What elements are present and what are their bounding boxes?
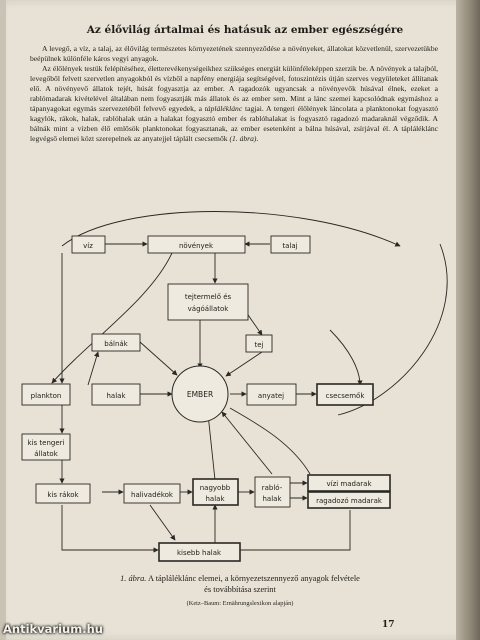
watermark: Antikvarium.hu bbox=[3, 622, 103, 636]
node-nagyobb-label-2: halak bbox=[205, 495, 225, 503]
node-talaj-label: talaj bbox=[282, 242, 298, 250]
node-tej-label: tej bbox=[254, 341, 264, 349]
arrow-balnak-ember bbox=[140, 342, 177, 375]
node-halivadekok bbox=[124, 484, 180, 503]
node-kis-rakok-label: kis rákok bbox=[47, 491, 79, 499]
node-plankton-label: plankton bbox=[30, 392, 62, 400]
node-csecsemok bbox=[317, 384, 373, 405]
node-anyatej-label: anyatej bbox=[257, 392, 285, 400]
node-viz bbox=[72, 236, 105, 253]
section-heading: Az élővilág ártalmai és hatásuk az ember egészségére bbox=[86, 24, 404, 36]
node-anyatej bbox=[247, 384, 296, 405]
node-rablo-label-2: halak bbox=[262, 495, 282, 503]
arrow-kisrakok-kisebb bbox=[62, 505, 158, 550]
arrow-nagyobb-ember bbox=[208, 414, 215, 480]
line-kisebb-ragadozo bbox=[240, 510, 350, 550]
paragraph-2-text: Az élőlények testük felépítéséhez, életterevékenységeikhez szükséges energiát különféleképpen szerzik be. A növények a talajból, levegőből felvett szervetlen anyagokból és vízből a napfény energiája segítségével, fotoszintézis útján szerves vegyületeket állítanak elő. A növényevő állatok tejét, húsát fogyasztja az ember. A ragadozók ugyancsak a növényevők húsával élnek, ezeket a rablómadarak kivételével általában nem fogyasztják más állatok és az ember sem. Mint a lánc szemei kapcsolódnak egymáshoz a tápanyagokat egymás szervezetéből felvevő egyedek, a bbox=[30, 64, 438, 114]
node-talaj bbox=[271, 236, 310, 253]
figure-source: (Ketz–Baum: Ernährungslexikon alapján) bbox=[186, 600, 294, 607]
node-balnak-label: bálnák bbox=[104, 340, 128, 348]
arrow-novenyek-plankton bbox=[52, 253, 172, 383]
page-number: 17 bbox=[382, 620, 395, 630]
node-nagyobb-label-1: nagyobb bbox=[199, 484, 231, 492]
node-kis-rakok bbox=[36, 484, 90, 503]
node-tej bbox=[246, 335, 272, 352]
node-novenyek bbox=[148, 236, 245, 253]
node-halak bbox=[92, 384, 140, 405]
node-halivadekok-label: halivadékok bbox=[131, 491, 173, 499]
caption-label: 1. ábra. bbox=[120, 574, 147, 583]
node-balnak bbox=[92, 334, 140, 351]
node-plankton bbox=[22, 384, 70, 405]
caption-line-1: A tápláléklánc elemei, a környezetszennyező anyagok felvétele bbox=[146, 574, 360, 583]
paragraph-2-end: tagjai. bbox=[242, 104, 264, 114]
node-novenyek-label: növények bbox=[178, 242, 214, 250]
node-tejtermelo-label-2: vágóállatok bbox=[187, 305, 229, 313]
paragraph-3-text: A tengeri élőlények láncolata a planktonokat fogyasztó kagylók, rákok, halak, rablóhalak után a halakat fogyasztó ember és rablóhalakat is fogyasztó ragadozó madaraknál végződik. A bálnák mint a vízben élő emlősök planktonokat fogyasztanak, az ember esetenként a bálna húsával, zsírjával él. A tápláléklánc legvégső elemei közt szerepelnek az anyatejjel táplált csecsemők bbox=[30, 104, 438, 144]
node-halak-label: halak bbox=[106, 392, 126, 400]
arrow-talaj-csecsemok bbox=[330, 330, 360, 385]
node-csecsemok-label: csecsemők bbox=[325, 392, 365, 400]
node-kisebb-halak-label: kisebb halak bbox=[176, 549, 222, 557]
node-nagyobb-halak bbox=[193, 479, 238, 505]
node-kis-tengeri-label-1: kis tengeri bbox=[27, 439, 65, 447]
figure-reference: (1. ábra). bbox=[229, 134, 259, 144]
node-kis-tengeri-label-2: állatok bbox=[34, 450, 58, 458]
node-vizi-madarak-label: vízi madarak bbox=[326, 480, 372, 488]
arrow-tej-ember bbox=[226, 352, 262, 376]
arrow-plankton-balnak bbox=[88, 352, 98, 385]
node-viz-label: víz bbox=[83, 242, 93, 250]
node-rablohalak bbox=[255, 477, 290, 507]
arrow-rablo-ember bbox=[222, 412, 272, 474]
line-vizimadarak-ember bbox=[230, 408, 310, 474]
node-ember-label: EMBER bbox=[186, 390, 214, 399]
node-tejtermelo-label-1: tejtermelő és bbox=[184, 293, 232, 301]
node-kisebb-halak bbox=[159, 543, 240, 561]
node-ragadozo-madarak bbox=[308, 492, 390, 508]
node-ember bbox=[172, 366, 228, 422]
figure-caption bbox=[50, 574, 430, 595]
node-rablo-label-1: rabló- bbox=[261, 484, 283, 492]
paragraph-1: A levegő, a víz, a talaj, az élővilág természetes környezetének szennyeződése a növényeket, állatokat közvetlenül, szervezetükbe beépülnek különféle káros vegyi anyagok. bbox=[30, 44, 438, 64]
node-kis-tengeri bbox=[22, 434, 70, 460]
node-vizi-madarak bbox=[308, 475, 390, 491]
node-tejtermelo bbox=[168, 284, 248, 320]
italic-term: tápláléklánc bbox=[204, 104, 243, 114]
arrow-halivadekok-kisebb bbox=[150, 505, 175, 540]
node-ragadozo-madarak-label: ragadozó madarak bbox=[316, 497, 382, 505]
caption-line-2: és továbbítása szerint bbox=[204, 584, 276, 594]
